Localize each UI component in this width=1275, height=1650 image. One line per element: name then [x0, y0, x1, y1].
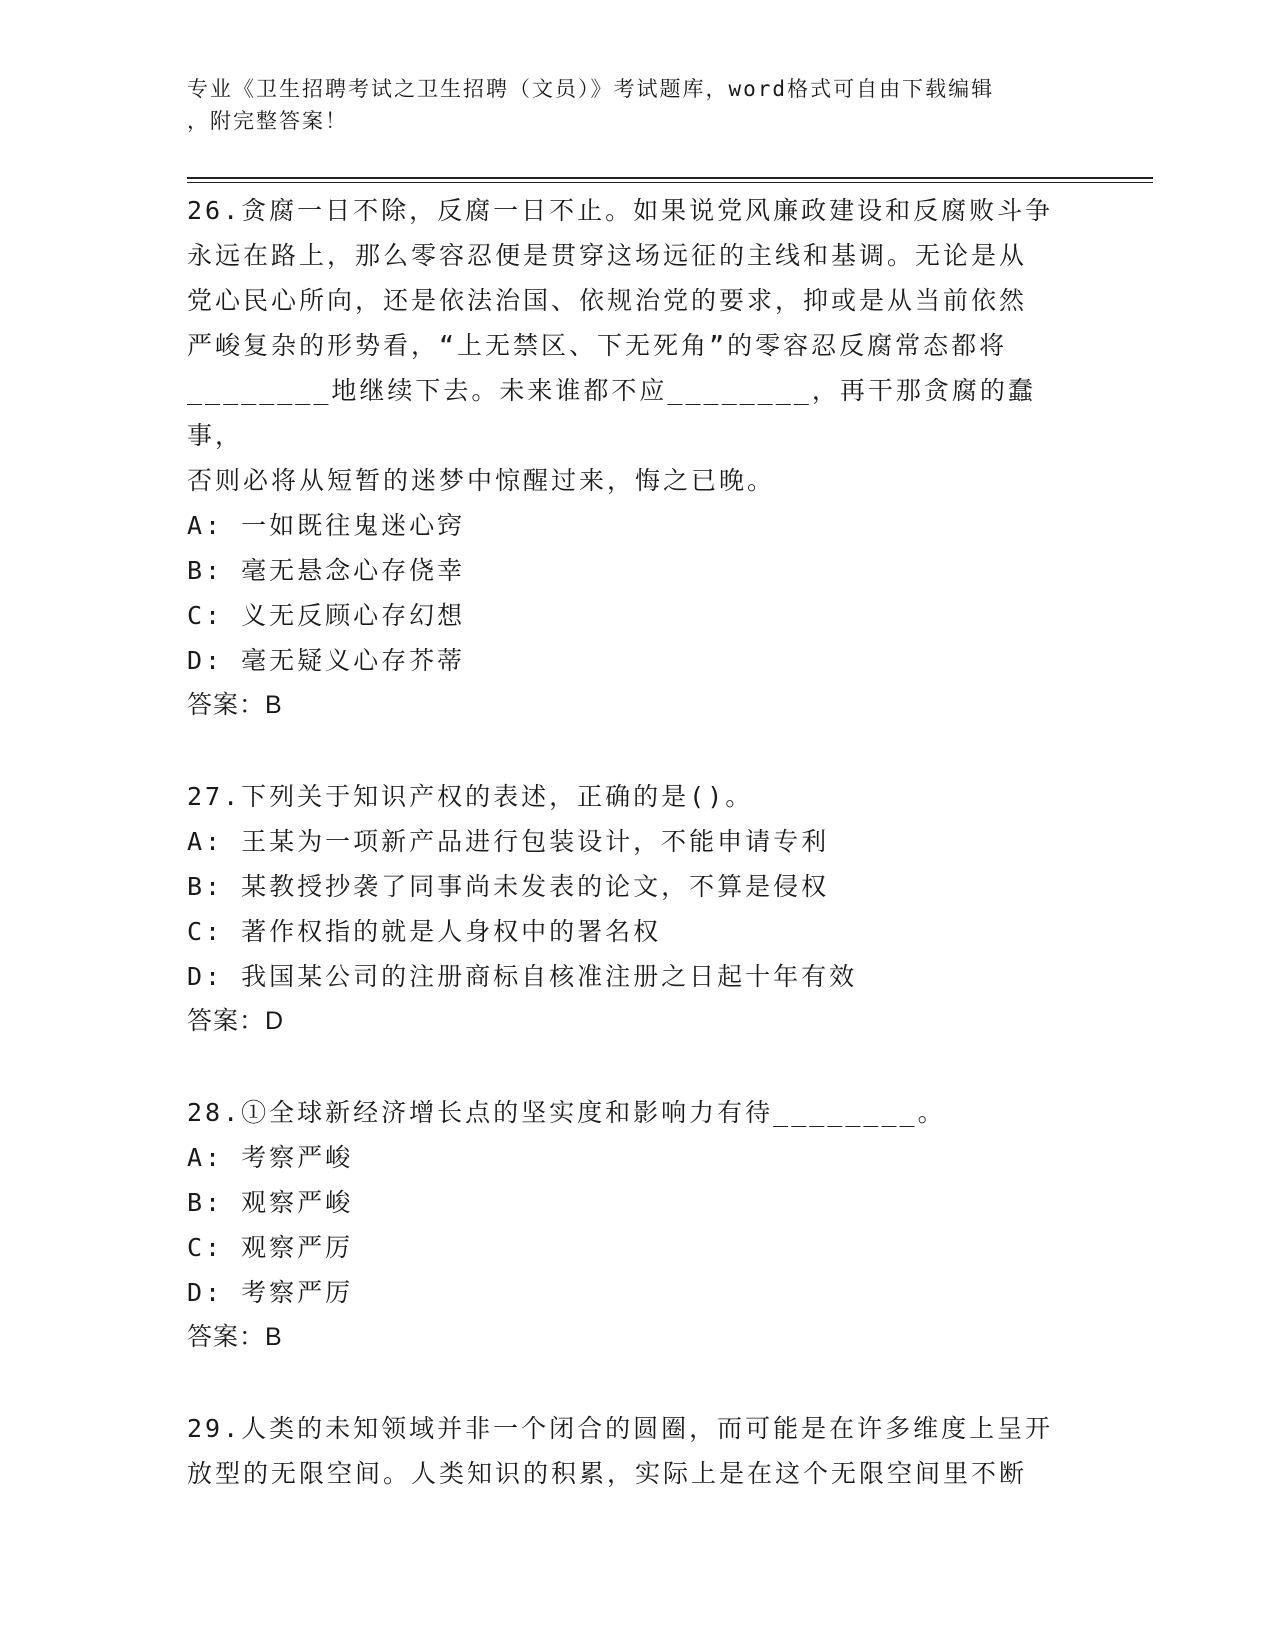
option-d: D: 考察严厉 — [187, 1278, 354, 1307]
option-b: B: 某教授抄袭了同事尚未发表的论文，不算是侵权 — [187, 872, 830, 901]
question-line: 严峻复杂的形势看，“上无禁区、下无死角”的零容忍反腐常态都将 — [187, 331, 1008, 360]
question-line: 28.①全球新经济增长点的坚实度和影响力有待________。 — [187, 1098, 946, 1127]
document-header — [187, 73, 1087, 137]
option-c: C: 著作权指的就是人身权中的署名权 — [187, 917, 662, 946]
answer-label: 答案：D — [187, 1007, 285, 1035]
question-line: 26.贪腐一日不除，反腐一日不止。如果说党风廉政建设和反腐败斗争 — [187, 196, 1054, 225]
question-line: 29.人类的未知领域并非一个闭合的圆圈，而可能是在许多维度上呈开 — [187, 1414, 1054, 1443]
question-line: ________地继续下去。未来谁都不应________，再干那贪腐的蠢事， — [187, 376, 1036, 450]
question-line: 27.下列关于知识产权的表述，正确的是()。 — [187, 782, 754, 811]
answer-label: 答案：B — [187, 1323, 283, 1351]
option-b: B: 观察严峻 — [187, 1188, 354, 1217]
question-line: 党心民心所向，还是依法治国、依规治党的要求，抑或是从当前依然 — [187, 286, 1028, 315]
header-line-2: ，附完整答案！ — [187, 109, 348, 133]
question-29 — [187, 1406, 1087, 1496]
option-a: A: 考察严峻 — [187, 1143, 354, 1172]
question-line: 永远在路上，那么零容忍便是贯穿这场远征的主线和基调。无论是从 — [187, 241, 1028, 270]
question-26 — [187, 188, 1087, 728]
question-28 — [187, 1090, 1087, 1360]
option-c: C: 观察严厉 — [187, 1233, 354, 1262]
option-b: B: 毫无悬念心存侥幸 — [187, 556, 466, 585]
option-d: D: 我国某公司的注册商标自核准注册之日起十年有效 — [187, 962, 858, 991]
question-line: 放型的无限空间。人类知识的积累，实际上是在这个无限空间里不断 — [187, 1459, 1028, 1488]
option-d: D: 毫无疑义心存芥蒂 — [187, 646, 466, 675]
answer-label: 答案：B — [187, 691, 283, 719]
header-divider-thick — [187, 177, 1153, 179]
option-c: C: 义无反顾心存幻想 — [187, 601, 466, 630]
question-line: 否则必将从短暂的迷梦中惊醒过来，悔之已晚。 — [187, 466, 776, 495]
header-line-1: 专业《卫生招聘考试之卫生招聘（文员）》考试题库，word格式可自由下载编辑 — [187, 77, 995, 101]
option-a: A: 王某为一项新产品进行包装设计，不能申请专利 — [187, 827, 830, 856]
header-divider-thin — [187, 182, 1153, 183]
option-a: A: 一如既往鬼迷心窍 — [187, 511, 466, 540]
question-list — [187, 188, 1087, 1542]
question-27 — [187, 774, 1087, 1044]
